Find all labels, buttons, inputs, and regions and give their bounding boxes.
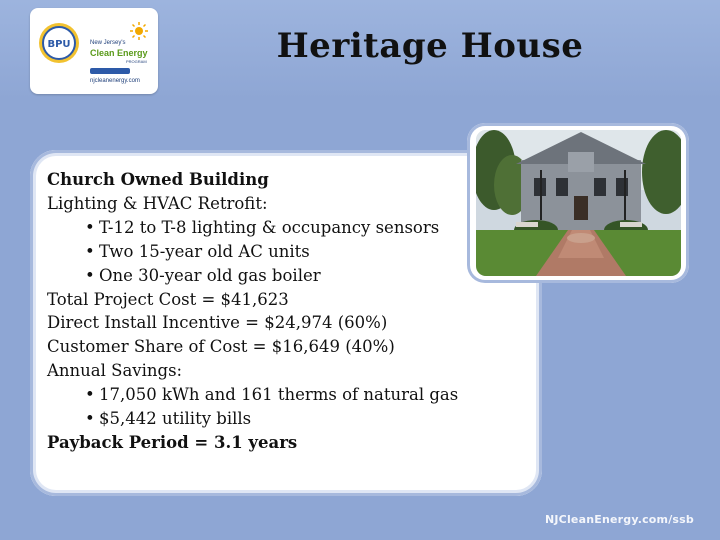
retrofit-item: T-12 to T-8 lighting & occupancy sensors bbox=[99, 217, 440, 237]
customer-share: Customer Share of Cost = $16,649 (40%) bbox=[47, 337, 395, 357]
footer-url[interactable]: NJCleanEnergy.com/ssb bbox=[544, 513, 694, 526]
logo-line-3: PROGRAM bbox=[126, 59, 147, 64]
logo-line-1: New Jersey's bbox=[90, 40, 126, 46]
bullet-icon: • bbox=[85, 385, 95, 405]
payback-period: Payback Period = 3.1 years bbox=[47, 432, 298, 452]
list-item bbox=[47, 240, 517, 264]
bullet-icon: • bbox=[85, 265, 95, 285]
savings-item: $5,442 utility bills bbox=[99, 409, 252, 429]
install-incentive: Direct Install Incentive = $24,974 (60%) bbox=[47, 313, 388, 333]
bullet-icon: • bbox=[85, 217, 95, 237]
bpu-seal-icon bbox=[38, 22, 80, 64]
heritage-house-photo bbox=[476, 130, 681, 276]
program-logo bbox=[30, 8, 158, 94]
logo-line-2: Clean Energy bbox=[90, 48, 148, 58]
sun-icon bbox=[130, 22, 148, 40]
bullet-icon: • bbox=[85, 409, 95, 429]
retrofit-item: One 30-year old gas boiler bbox=[99, 265, 321, 285]
total-cost: Total Project Cost = $41,623 bbox=[47, 289, 289, 309]
savings-item: 17,050 kWh and 161 therms of natural gas bbox=[99, 385, 459, 405]
logo-url: njcleanenergy.com bbox=[90, 78, 140, 84]
savings-label: Annual Savings: bbox=[47, 361, 183, 381]
retrofit-item: Two 15-year old AC units bbox=[99, 241, 310, 261]
list-item bbox=[47, 264, 517, 288]
list-item bbox=[47, 383, 517, 407]
slide-title: Heritage House bbox=[276, 26, 584, 66]
bullet-icon: • bbox=[85, 241, 95, 261]
building-photo-icon bbox=[476, 130, 681, 276]
slide-body bbox=[47, 168, 517, 455]
list-item bbox=[47, 407, 517, 431]
logo-tagline-bar bbox=[90, 68, 130, 74]
svg-text:BPU: BPU bbox=[47, 39, 71, 50]
list-item bbox=[47, 216, 517, 240]
building-heading: Church Owned Building bbox=[47, 170, 269, 189]
retrofit-label: Lighting & HVAC Retrofit: bbox=[47, 193, 268, 213]
